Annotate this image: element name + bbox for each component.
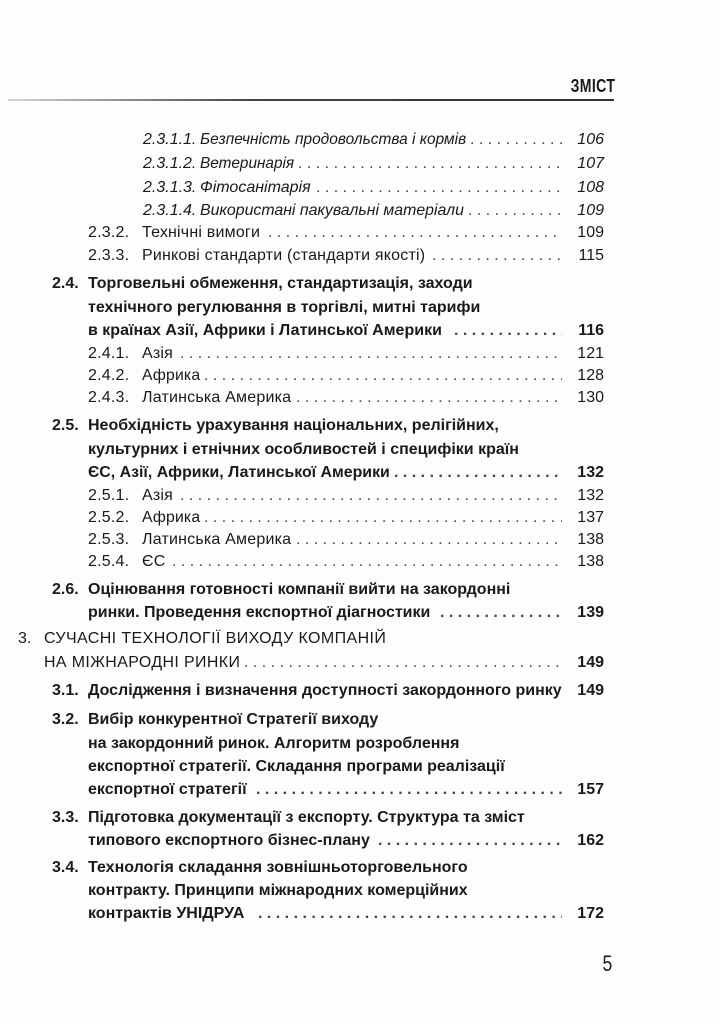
toc-section-title-line: на закордонний ринок. Алгоритм розроблення: [88, 735, 460, 752]
toc-entry: [0, 386, 720, 410]
toc-entry-number: 2.3.1.3.: [143, 179, 197, 196]
toc-section-page: 157: [577, 781, 604, 798]
leader-dots: [180, 484, 562, 508]
toc-entry-page: 128: [577, 367, 604, 384]
toc-section-page: 172: [577, 905, 604, 922]
toc-section-title-line: контракту. Принципи міжнародних комерційних: [88, 882, 468, 899]
toc-section-cont: [0, 829, 720, 853]
toc-section-cont: [0, 902, 720, 926]
toc-section: [0, 708, 720, 732]
leader-dots: [204, 364, 562, 388]
toc-chapter-number: 3.: [18, 630, 32, 647]
page-number: 5: [602, 951, 612, 976]
leader-dots: [180, 342, 562, 366]
toc-section-number: 3.2.: [52, 711, 79, 728]
toc-entry-number: 2.5.4.: [88, 553, 130, 570]
toc-section-title: Оцінювання готовності компанії вийти на закордонні: [88, 581, 511, 598]
leader-dots: [470, 128, 562, 152]
toc-section-title: Підготовка документації з експорту. Структура та зміст: [88, 809, 525, 826]
toc-section-cont: [0, 461, 720, 485]
toc-section-title-line: експортної стратегії: [88, 781, 247, 798]
toc-section-title-line: ринки. Проведення експортної діагностики: [88, 604, 431, 621]
toc-section-title-line: технічного регулювання в торгівлі, митні тарифи: [88, 299, 481, 316]
toc-section-title: Вибір конкурентної Стратегії виходу: [88, 711, 379, 728]
leader-dots: [256, 778, 562, 802]
toc-section-cont: [0, 319, 720, 343]
toc-entry-page: 138: [577, 531, 604, 548]
toc-entry: [0, 528, 720, 552]
toc-section-title-line: культурних і етнічних особливостей і специфіки країн: [88, 441, 519, 458]
toc-entry-number: 2.5.3.: [88, 531, 130, 548]
toc-entry: [0, 244, 720, 268]
toc-entry: [0, 364, 720, 388]
toc-section-cont: [0, 879, 720, 903]
toc-chapter-page: 149: [577, 654, 604, 671]
toc-entry-page: 109: [577, 224, 604, 241]
toc-entry-title: Ветеринарія: [200, 155, 295, 172]
toc-entry-page: 108: [577, 179, 604, 196]
toc-section: [0, 272, 720, 296]
toc-entry-title: Безпечність продовольства і кормів: [200, 131, 467, 148]
toc-entry-number: 2.4.3.: [88, 389, 130, 406]
leader-dots: [394, 461, 562, 485]
toc-chapter-title: СУЧАСНІ ТЕХНОЛОГІЇ ВИХОДУ КОМПАНІЙ: [44, 630, 387, 647]
leader-dots: [454, 319, 562, 343]
leader-dots: [440, 601, 562, 625]
toc-section-title: Торговельні обмеження, стандартизація, заходи: [88, 275, 473, 292]
toc-entry: [0, 176, 720, 200]
leader-dots: [244, 651, 562, 675]
toc-entry-number: 2.3.3.: [88, 247, 130, 264]
toc-entry: [0, 506, 720, 530]
toc-entry: [0, 342, 720, 366]
toc-entry: [0, 199, 720, 223]
toc-entry-page: 109: [577, 202, 604, 219]
toc-entry-page: 107: [577, 155, 604, 172]
toc-entry-page: 115: [578, 247, 604, 264]
toc-section: [0, 806, 720, 830]
toc-section-number: 2.6.: [52, 581, 79, 598]
toc-entry-title: Азія: [142, 487, 174, 504]
toc-entry-number: 2.3.1.4.: [143, 202, 197, 219]
toc-section-cont: [0, 438, 720, 462]
toc-entry-title: Технічні вимоги: [142, 224, 261, 241]
leader-dots: [258, 902, 562, 926]
toc-section-title: Технологія складання зовнішньоторговельного: [88, 859, 468, 876]
toc-section-title-line: ЄС, Азії, Африки, Латинської Америки: [88, 464, 390, 481]
toc-entry-number: 2.4.2.: [88, 367, 130, 384]
toc-section-cont: [0, 778, 720, 802]
toc-entry: [0, 484, 720, 508]
toc-section: [0, 679, 720, 703]
leader-dots: [268, 221, 562, 245]
toc-section-title: Дослідження і визначення доступності закордонного ринку: [88, 682, 562, 699]
toc-section-page: 132: [577, 464, 604, 481]
leader-dots: [172, 550, 562, 574]
toc-section-title-line: типового експортного бізнес-плану: [88, 832, 370, 849]
toc-section-number: 3.3.: [52, 809, 79, 826]
toc-entry-title: Латинська Америка: [142, 531, 292, 548]
toc-entry: [0, 152, 720, 176]
toc-section-cont: [0, 732, 720, 756]
toc-entry-title: ЄС: [142, 553, 166, 570]
toc-entry: [0, 221, 720, 245]
header-rule: [8, 99, 614, 101]
leader-dots: [204, 506, 562, 530]
toc-chapter: [0, 627, 720, 651]
toc-section-page: 139: [577, 604, 604, 621]
toc-entry-title: Ринкові стандарти (стандарти якості): [142, 247, 426, 264]
toc-section: [0, 578, 720, 602]
toc-section-cont: [0, 296, 720, 320]
toc-section-number: 3.4.: [52, 859, 79, 876]
toc-entry-page: 130: [577, 389, 604, 406]
leader-dots: [296, 386, 562, 410]
leader-dots: [468, 199, 562, 223]
toc-entry-title: Азія: [142, 345, 174, 362]
toc-entry-number: 2.3.2.: [88, 224, 130, 241]
toc-chapter-cont: [0, 651, 720, 675]
toc-chapter-title-line: НА МІЖНАРОДНІ РИНКИ: [44, 654, 241, 671]
toc-entry-number: 2.3.1.2.: [143, 155, 197, 172]
leader-dots: [378, 829, 562, 853]
leader-dots: [296, 528, 562, 552]
toc-entry-page: 138: [577, 553, 604, 570]
toc-section-cont: [0, 755, 720, 779]
toc-entry-number: 2.5.2.: [88, 509, 130, 526]
leader-dots: [316, 176, 562, 200]
toc-section-page: 162: [577, 832, 604, 849]
toc-section-number: 2.5.: [52, 417, 79, 434]
toc-section-number: 3.1.: [52, 682, 79, 699]
leader-dots: [298, 152, 562, 176]
toc-entry-title: Африка: [142, 367, 201, 384]
toc-entry-page: 121: [577, 345, 604, 362]
toc-entry-number: 2.5.1.: [88, 487, 130, 504]
toc-section-cont: [0, 601, 720, 625]
toc-section-number: 2.4.: [52, 275, 79, 292]
toc-entry: [0, 128, 720, 152]
toc-entry-title: Фітосанітарія: [200, 179, 311, 196]
toc-section-page: 149: [577, 682, 604, 699]
toc-entry-page: 106: [577, 131, 604, 148]
toc-entry-title: Африка: [142, 509, 201, 526]
toc-entry-number: 2.3.1.1.: [143, 131, 197, 148]
toc-entry-page: 137: [577, 509, 604, 526]
toc-section: [0, 856, 720, 880]
running-header-title: ЗМІСТ: [570, 76, 615, 96]
toc-entry-number: 2.4.1.: [88, 345, 130, 362]
toc-section-title: Необхідність урахування національних, релігійних,: [88, 417, 499, 434]
toc-section-title-line: в країнах Азії, Африки і Латинської Америки: [88, 322, 442, 339]
toc-section-title-line: експортної стратегії. Складання програми реалізації: [88, 758, 505, 775]
toc-entry-page: 132: [577, 487, 604, 504]
leader-dots: [432, 244, 562, 268]
toc-section: [0, 414, 720, 438]
toc-section-title-line: контрактів УНІДРУА: [88, 905, 245, 922]
toc-section-page: 116: [578, 322, 604, 339]
toc-entry-title: Латинська Америка: [142, 389, 292, 406]
toc-entry: [0, 550, 720, 574]
toc-entry-title: Використані пакувальні матеріали: [200, 202, 464, 219]
